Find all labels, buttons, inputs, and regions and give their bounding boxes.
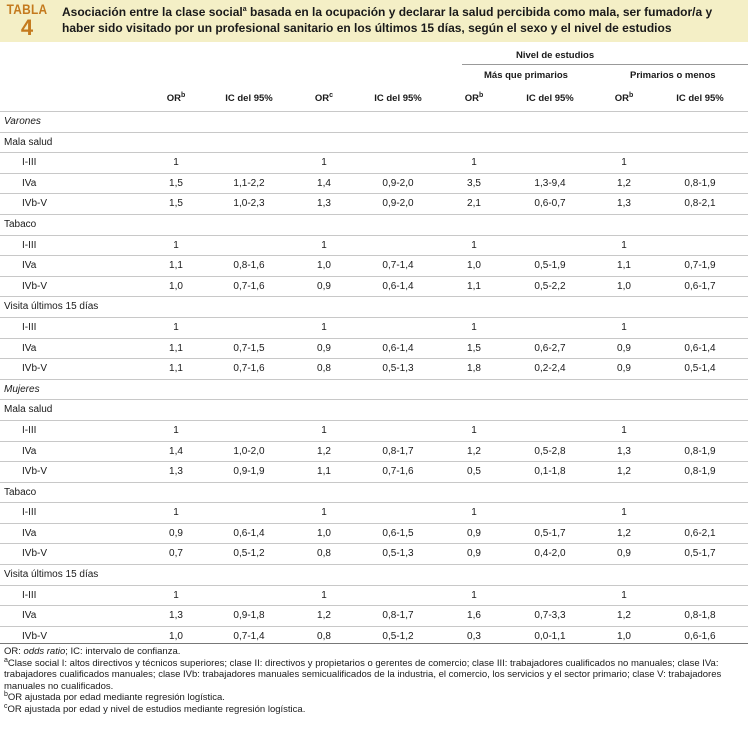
row-label: I-III xyxy=(22,589,37,601)
or-cell: 1,3 xyxy=(169,610,183,622)
or-cell: 0,9 xyxy=(467,548,481,560)
or-cell: 1 xyxy=(321,589,327,601)
column-header-sup: b xyxy=(478,91,484,99)
column-header-label: IC del 95% xyxy=(676,93,724,104)
ic-cell: 0,7-1,6 xyxy=(382,466,414,478)
column-header xyxy=(584,93,664,104)
row-label: Mala salud xyxy=(4,404,53,416)
ic-cell: 0,6-0,7 xyxy=(534,198,566,210)
row-label: IVa xyxy=(22,527,37,539)
table-row xyxy=(0,193,748,214)
footnote-abbrev-or: odds ratio xyxy=(23,646,66,657)
ic-cell: 1,0-2,0 xyxy=(233,445,265,457)
row-label: IVb-V xyxy=(22,548,48,560)
row-label: I-III xyxy=(22,239,37,251)
or-cell: 1,0 xyxy=(169,280,183,292)
ic-cell: 1,1-2,2 xyxy=(233,177,265,189)
ic-cell: 0,8-1,9 xyxy=(684,445,716,457)
column-header-label: IC del 95% xyxy=(526,93,574,104)
or-cell: 1,3 xyxy=(617,445,631,457)
or-cell: 1 xyxy=(621,239,627,251)
table-tag xyxy=(2,2,52,39)
header-nivel-estudios: Nivel de estudios xyxy=(516,50,595,61)
or-cell: 0,8 xyxy=(317,630,331,642)
ic-cell: 0,5-1,9 xyxy=(534,260,566,272)
group-row xyxy=(0,214,748,235)
or-cell: 0,7 xyxy=(169,548,183,560)
or-cell: 1 xyxy=(471,589,477,601)
or-cell: 1,6 xyxy=(467,610,481,622)
or-cell: 0,9 xyxy=(617,363,631,375)
or-cell: 0,9 xyxy=(317,280,331,292)
ic-cell: 0,8-1,8 xyxy=(684,610,716,622)
table-bottom-rule xyxy=(0,643,748,644)
row-label: Mala salud xyxy=(4,136,53,148)
or-cell: 1,3 xyxy=(169,466,183,478)
footnote-a-marker: a xyxy=(4,656,8,664)
column-header-sup: b xyxy=(628,91,634,99)
table-row xyxy=(0,152,748,173)
row-label: IVb-V xyxy=(22,630,48,642)
footnote-abbreviations xyxy=(4,646,748,658)
or-cell: 1,2 xyxy=(317,445,331,457)
ic-cell: 0,7-1,6 xyxy=(233,363,265,375)
or-cell: 0,9 xyxy=(617,342,631,354)
column-header-label: OR xyxy=(314,93,330,104)
row-label: Visita últimos 15 días xyxy=(4,569,99,581)
table-row xyxy=(0,235,748,256)
ic-cell: 0,4-2,0 xyxy=(534,548,566,560)
row-label: IVa xyxy=(22,342,37,354)
row-label: IVb-V xyxy=(22,363,48,375)
or-cell: 1 xyxy=(621,589,627,601)
ic-cell: 0,7-1,6 xyxy=(233,280,265,292)
ic-cell: 0,8-2,1 xyxy=(684,198,716,210)
footnote-a-text: Clase social I: altos directivos y técnicos superiores; clase II: directivos y propietarios o gerentes de comercio; clase III: trabajadores cualificados no manuales; clase IVa: trabajadores cualificados manuales; clase IVb: trabajadores manuales semicualificados de la industria, el comercio, los servicios y el sector primario; clase V: trabajadores manuales no cualificados. xyxy=(4,657,722,692)
table-row xyxy=(0,585,748,606)
or-cell: 1,2 xyxy=(467,445,481,457)
ic-cell: 0,6-1,5 xyxy=(382,527,414,539)
or-cell: 1,2 xyxy=(317,610,331,622)
footnote-abbrev-prefix: OR: xyxy=(4,646,24,657)
table-body xyxy=(0,111,748,646)
group-row xyxy=(0,399,748,420)
or-cell: 0,8 xyxy=(317,548,331,560)
table-row xyxy=(0,358,748,379)
footnote-a xyxy=(4,658,748,693)
table-row xyxy=(0,523,748,544)
footnote-b-marker: b xyxy=(4,691,8,699)
ic-cell: 0,6-1,4 xyxy=(684,342,716,354)
or-cell: 1 xyxy=(173,157,179,169)
title-part2: basada en la ocupación y declarar la salud percibida como mala, ser fumador/a y haber sido visitado por un profesional sanitario en los últimos 15 días, según el sexo y el nivel de estudios xyxy=(62,5,713,35)
or-cell: 1 xyxy=(471,507,477,519)
or-cell: 1 xyxy=(621,157,627,169)
or-cell: 1 xyxy=(621,321,627,333)
or-cell: 1,0 xyxy=(317,260,331,272)
ic-cell: 0,9-1,8 xyxy=(233,610,265,622)
or-cell: 1,2 xyxy=(617,527,631,539)
or-cell: 1,1 xyxy=(169,363,183,375)
row-label: Mujeres xyxy=(4,383,40,395)
header-mas-que-primarios: Más que primarios xyxy=(484,70,568,81)
column-header xyxy=(136,93,216,104)
ic-cell: 0,6-1,6 xyxy=(684,630,716,642)
column-header-label: OR xyxy=(464,93,479,104)
column-header xyxy=(510,93,590,104)
ic-cell: 1,3-9,4 xyxy=(534,177,566,189)
ic-cell: 0,5-1,4 xyxy=(684,363,716,375)
table-row xyxy=(0,420,748,441)
ic-cell: 0,5-1,3 xyxy=(382,363,414,375)
row-label: IVb-V xyxy=(22,466,48,478)
or-cell: 1,5 xyxy=(169,198,183,210)
or-cell: 1,1 xyxy=(169,342,183,354)
or-cell: 3,5 xyxy=(467,177,481,189)
column-header-sup: c xyxy=(329,91,334,99)
or-cell: 1,0 xyxy=(617,630,631,642)
column-header xyxy=(660,93,740,104)
ic-cell: 0,0-1,1 xyxy=(534,630,566,642)
ic-cell: 0,8-1,6 xyxy=(233,260,265,272)
table-row xyxy=(0,461,748,482)
ic-cell: 0,9-2,0 xyxy=(382,177,414,189)
title-sup: a xyxy=(242,6,247,13)
table-number: 4 xyxy=(20,15,34,40)
or-cell: 1 xyxy=(471,157,477,169)
table-row xyxy=(0,276,748,297)
or-cell: 1,0 xyxy=(169,630,183,642)
group-row xyxy=(0,482,748,503)
or-cell: 1,2 xyxy=(617,177,631,189)
or-cell: 1,2 xyxy=(617,610,631,622)
or-cell: 1 xyxy=(321,507,327,519)
ic-cell: 0,6-1,4 xyxy=(382,342,414,354)
or-cell: 1,1 xyxy=(617,260,631,272)
or-cell: 1 xyxy=(471,239,477,251)
group-row xyxy=(0,132,748,153)
ic-cell: 0,7-1,5 xyxy=(233,342,265,354)
footnote-abbrev-rest: ; IC: intervalo de confianza. xyxy=(65,646,181,657)
or-cell: 1,3 xyxy=(317,198,331,210)
ic-cell: 0,9-1,9 xyxy=(233,466,265,478)
or-cell: 1 xyxy=(471,321,477,333)
ic-cell: 0,5-2,8 xyxy=(534,445,566,457)
or-cell: 1 xyxy=(321,424,327,436)
row-label: IVa xyxy=(22,610,37,622)
or-cell: 1 xyxy=(321,239,327,251)
or-cell: 1,3 xyxy=(617,198,631,210)
or-cell: 1 xyxy=(621,424,627,436)
or-cell: 0,9 xyxy=(617,548,631,560)
row-label: I-III xyxy=(22,424,37,436)
or-cell: 1 xyxy=(173,507,179,519)
column-header xyxy=(284,93,364,104)
ic-cell: 0,7-3,3 xyxy=(534,610,566,622)
group-row xyxy=(0,296,748,317)
table-tag-label: TABLA xyxy=(6,1,48,17)
or-cell: 1 xyxy=(321,321,327,333)
header-rule-nivel xyxy=(462,64,748,65)
ic-cell: 0,5-1,2 xyxy=(233,548,265,560)
ic-cell: 0,5-1,7 xyxy=(534,527,566,539)
table-row xyxy=(0,605,748,626)
table-row xyxy=(0,317,748,338)
row-label: IVa xyxy=(22,445,37,457)
table-row xyxy=(0,173,748,194)
or-cell: 1,5 xyxy=(467,342,481,354)
or-cell: 1,1 xyxy=(467,280,481,292)
ic-cell: 0,1-1,8 xyxy=(534,466,566,478)
ic-cell: 1,0-2,3 xyxy=(233,198,265,210)
group-row xyxy=(0,564,748,585)
ic-cell: 0,8-1,7 xyxy=(382,445,414,457)
ic-cell: 0,5-1,3 xyxy=(382,548,414,560)
ic-cell: 0,6-1,4 xyxy=(233,527,265,539)
footnote-c-marker: c xyxy=(4,702,8,710)
ic-cell: 0,6-2,7 xyxy=(534,342,566,354)
or-cell: 1,4 xyxy=(169,445,183,457)
footnote-b xyxy=(4,692,748,704)
or-cell: 1 xyxy=(173,239,179,251)
or-cell: 1 xyxy=(621,507,627,519)
row-label: IVa xyxy=(22,260,37,272)
section-row xyxy=(0,379,748,400)
ic-cell: 0,5-1,7 xyxy=(684,548,716,560)
or-cell: 1 xyxy=(173,589,179,601)
title-part1: Asociación entre la clase social xyxy=(62,5,243,19)
or-cell: 1,0 xyxy=(467,260,481,272)
or-cell: 1,2 xyxy=(617,466,631,478)
column-header-label: IC del 95% xyxy=(374,93,422,104)
or-cell: 0,3 xyxy=(467,630,481,642)
ic-cell: 0,6-2,1 xyxy=(684,527,716,539)
ic-cell: 0,5-2,2 xyxy=(534,280,566,292)
footnote-b-text: OR ajustada por edad mediante regresión logística. xyxy=(7,692,225,704)
column-header xyxy=(358,93,438,104)
ic-cell: 0,7-1,9 xyxy=(684,260,716,272)
or-cell: 1 xyxy=(173,321,179,333)
column-header-label: OR xyxy=(614,93,629,104)
row-label: IVa xyxy=(22,177,37,189)
ic-cell: 0,7-1,4 xyxy=(382,260,414,272)
column-header-label: OR xyxy=(166,93,181,104)
row-label: Varones xyxy=(4,116,41,127)
or-cell: 1,5 xyxy=(169,177,183,189)
or-cell: 0,5 xyxy=(467,466,481,478)
ic-cell: 0,7-1,4 xyxy=(233,630,265,642)
header-primarios-o-menos: Primarios o menos xyxy=(630,70,716,81)
ic-cell: 0,8-1,9 xyxy=(684,466,716,478)
table-title xyxy=(62,4,742,36)
or-cell: 1 xyxy=(173,424,179,436)
table-row xyxy=(0,338,748,359)
or-cell: 1 xyxy=(471,424,477,436)
or-cell: 1,1 xyxy=(169,260,183,272)
or-cell: 1,1 xyxy=(317,466,331,478)
row-label: IVb-V xyxy=(22,198,48,210)
ic-cell: 0,9-2,0 xyxy=(382,198,414,210)
table-header-band xyxy=(0,0,748,42)
row-label: Tabaco xyxy=(4,486,37,498)
column-header-label: IC del 95% xyxy=(225,93,273,104)
footnote-c xyxy=(4,704,748,716)
or-cell: 0,9 xyxy=(169,527,183,539)
table-row xyxy=(0,441,748,462)
section-row xyxy=(0,111,748,132)
ic-cell: 0,2-2,4 xyxy=(534,363,566,375)
row-label: Visita últimos 15 días xyxy=(4,301,99,313)
table-row xyxy=(0,543,748,564)
ic-cell: 0,6-1,4 xyxy=(382,280,414,292)
column-header xyxy=(434,93,514,104)
ic-cell: 0,5-1,2 xyxy=(382,630,414,642)
row-label: I-III xyxy=(22,507,37,519)
row-label: Tabaco xyxy=(4,218,37,230)
or-cell: 2,1 xyxy=(467,198,481,210)
ic-cell: 0,8-1,7 xyxy=(382,610,414,622)
or-cell: 0,9 xyxy=(467,527,481,539)
or-cell: 0,8 xyxy=(317,363,331,375)
table-footnotes xyxy=(4,646,748,716)
ic-cell: 0,6-1,7 xyxy=(684,280,716,292)
table-row xyxy=(0,255,748,276)
column-header-sup: b xyxy=(180,91,186,99)
row-label: I-III xyxy=(22,157,37,169)
or-cell: 1,0 xyxy=(317,527,331,539)
column-header xyxy=(209,93,289,104)
or-cell: 0,9 xyxy=(317,342,331,354)
ic-cell: 0,8-1,9 xyxy=(684,177,716,189)
row-label: IVb-V xyxy=(22,280,48,292)
or-cell: 1,8 xyxy=(467,363,481,375)
footnote-c-text: OR ajustada por edad y nivel de estudios mediante regresión logística. xyxy=(7,703,306,715)
or-cell: 1,0 xyxy=(617,280,631,292)
or-cell: 1 xyxy=(321,157,327,169)
table-row xyxy=(0,502,748,523)
row-label: I-III xyxy=(22,321,37,333)
or-cell: 1,4 xyxy=(317,177,331,189)
